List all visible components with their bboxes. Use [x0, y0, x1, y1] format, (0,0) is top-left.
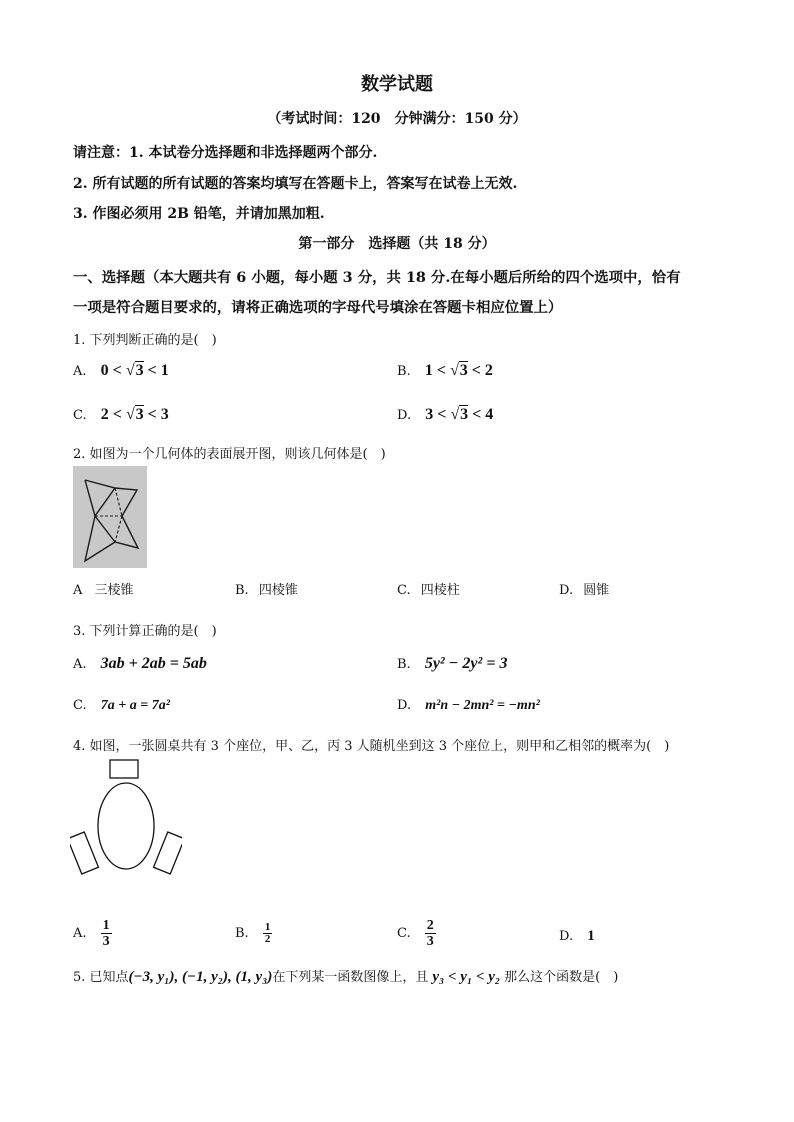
stem-prefix: 5. 已知点	[73, 970, 129, 985]
q3-option-c[interactable]	[73, 698, 170, 714]
option-label: A.	[73, 926, 87, 941]
option-label: C.	[397, 926, 411, 941]
option-math-post: < 1	[147, 362, 169, 379]
option-label: B.	[397, 657, 411, 672]
option-math: 3ab + 2ab = 5ab	[100, 655, 207, 672]
denominator: 3	[102, 934, 110, 949]
option-text: 四棱柱	[420, 583, 460, 598]
seat-left	[70, 832, 98, 874]
option-label: B.	[235, 926, 249, 941]
q2-option-b[interactable]	[235, 579, 298, 598]
fraction	[425, 918, 436, 949]
option-math-pre: 2 <	[100, 406, 122, 423]
page-title: 数学试题	[361, 74, 433, 95]
question-5-stem	[73, 966, 618, 986]
stem-suffix: 那么这个函数是( )	[504, 970, 619, 985]
numerator: 2	[426, 918, 434, 933]
option-math: 5y² − 2y² = 3	[424, 655, 508, 672]
radicand: 3	[459, 362, 468, 379]
option-label: A	[73, 583, 83, 598]
seat-top	[110, 760, 138, 778]
option-label: D.	[397, 408, 412, 423]
option-label: C.	[73, 698, 87, 713]
option-label: D.	[397, 698, 412, 713]
table-ellipse	[98, 783, 154, 869]
option-math-post: < 4	[472, 406, 494, 423]
q1-option-c[interactable]: C. 2 < √3 < 3	[73, 406, 169, 423]
option-math-pre: 3 <	[425, 406, 447, 423]
round-table-diagram	[70, 758, 182, 880]
seat-right	[154, 832, 182, 874]
denominator: 2	[264, 933, 271, 945]
option-label: D.	[559, 583, 574, 598]
section-intro-line1: 一、选择题（本大题共有 6 小题，每小题 3 分，共 18 分.在每小题后所给的四个选项中，恰有	[73, 269, 681, 286]
radicand: 3	[460, 406, 469, 423]
q3-option-a[interactable]	[73, 655, 207, 673]
q2-option-d[interactable]	[559, 579, 609, 598]
q1-option-d[interactable]: D. 3 < √3 < 4	[397, 406, 494, 423]
net-diagram	[73, 466, 147, 568]
question-2-stem: 2. 如图为一个几何体的表面展开图，则该几何体是( )	[73, 447, 386, 462]
q1-option-a[interactable]: A. 0 < √3 < 1	[73, 362, 169, 379]
net-figure	[73, 466, 147, 568]
option-label: C.	[397, 583, 411, 598]
q2-option-a[interactable]	[73, 579, 134, 598]
numerator: 1	[102, 918, 110, 933]
q2-option-c[interactable]	[397, 579, 460, 598]
option-math: 7a + a = 7a²	[100, 698, 170, 713]
stem-middle: 在下列某一函数图像上，且	[272, 970, 429, 985]
option-label: D.	[559, 929, 574, 944]
question-3-stem: 3. 下列计算正确的是( )	[73, 624, 217, 639]
option-label: B.	[397, 364, 411, 379]
option-text: 四棱锥	[258, 583, 298, 598]
option-math: m²n − 2mn² = −mn²	[425, 698, 540, 713]
section-intro-line2: 一项是符合题目要求的，请将正确选项的字母代号填涂在答题卡相应位置上）	[73, 299, 563, 316]
note-2: 2. 所有试题的所有试题的答案均填写在答题卡上，答案写在试卷上无效.	[73, 176, 518, 192]
option-math-pre: 1 <	[424, 362, 446, 379]
option-label: A.	[73, 657, 87, 672]
q4-option-a[interactable]	[73, 918, 112, 949]
inequality-math: y₃ < y₁ < y₂	[432, 969, 501, 985]
q1-option-b[interactable]: B. 1 < √3 < 2	[397, 362, 493, 379]
exam-info: （考试时间：120 分钟满分：150 分）	[267, 111, 527, 127]
option-text: 三棱锥	[94, 583, 134, 598]
question-1-stem: 1. 下列判断正确的是( )	[73, 333, 217, 348]
option-label: C.	[73, 408, 87, 423]
option-label: A.	[73, 364, 87, 379]
option-text: 圆锥	[583, 583, 610, 598]
option-text: 1	[587, 928, 595, 944]
section-title: 第一部分 选择题（共 18 分）	[298, 236, 496, 252]
option-math-pre: 0 <	[100, 362, 122, 379]
q4-option-d[interactable]	[559, 928, 595, 945]
denominator: 3	[426, 934, 434, 949]
q3-option-d[interactable]	[397, 698, 540, 714]
option-label: B.	[235, 583, 249, 598]
note-1: 请注意：1. 本试卷分选择题和非选择题两个部分.	[73, 145, 378, 161]
q3-option-b[interactable]	[397, 655, 507, 673]
numerator: 1	[264, 921, 271, 933]
fraction	[263, 922, 273, 945]
note-3: 3. 作图必须用 2B 铅笔，并请加黑加粗.	[73, 206, 325, 222]
radicand: 3	[135, 362, 144, 379]
question-4-stem: 4. 如图，一张圆桌共有 3 个座位，甲、乙，丙 3 人随机坐到这 3 个座位上，则甲和乙相邻的概率为( )	[73, 739, 670, 754]
option-math-post: < 2	[471, 362, 493, 379]
q4-option-c[interactable]	[397, 918, 436, 949]
points-math: (−3, y₁), (−1, y₂), (1, y₃)	[128, 969, 273, 985]
option-math-post: < 3	[147, 406, 169, 423]
q4-option-b[interactable]	[235, 922, 272, 945]
radicand: 3	[135, 406, 144, 423]
fraction	[101, 918, 112, 949]
